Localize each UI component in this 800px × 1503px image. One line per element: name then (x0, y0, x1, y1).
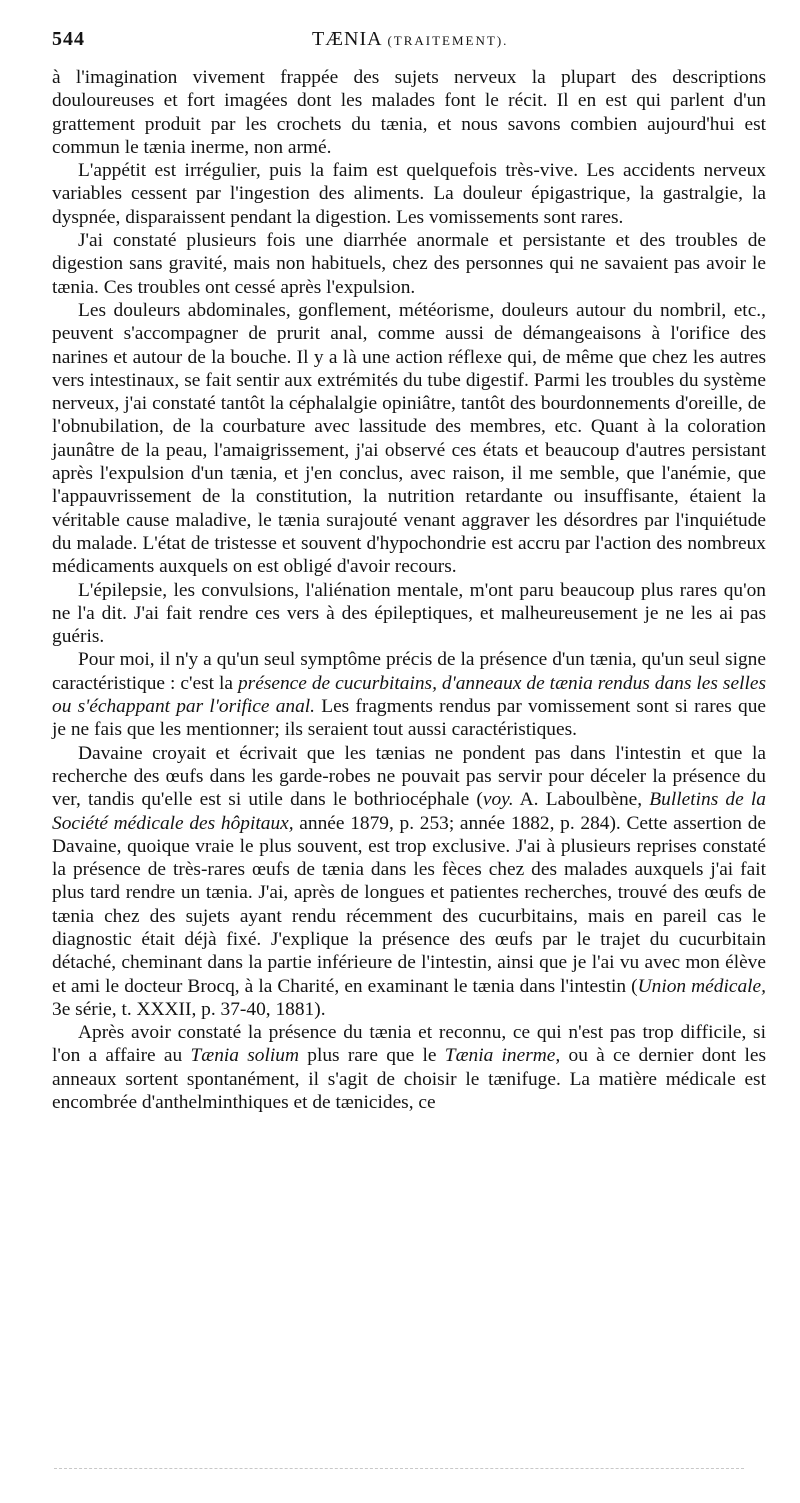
running-title-main: TÆNIA (312, 28, 382, 50)
paragraph-5 (52, 648, 766, 741)
running-header (52, 28, 767, 58)
text-run: à l'imagination vivement frappée des sujets nerveux la plupart des descriptions douloureuses et fort imagées dont les malades font le récit. Il en est qui parlent d'un grattement produit par les crochets du tænia, et nous savons combien aujourd'hui est commun le tænia inerme, non armé. (52, 67, 766, 158)
running-title-subtitle: (TRAITEMENT). (387, 33, 509, 48)
text-run: ou à ce dernier dont les anneaux sortent spontanément, il s'agit de choisir le tænifuge. La matière médicale est encombrée d'anthelminthiques et de tænicides, ce (52, 1045, 766, 1114)
text-run: J'ai constaté plusieurs fois une diarrhée anormale et persistante et des troubles de digestion sans gravité, mais non habituels, chez des personnes qui ne savaient pas avoir le tænia. Ces troubles ont cessé après l'expulsion. (52, 230, 766, 298)
text-run: plus rare que le (298, 1045, 445, 1067)
paragraph-7 (52, 1021, 766, 1114)
text-run: Pour moi, il n'y a qu'un seul symptôme précis de la présence d'un tænia, qu'un seul signe caractéristique : c'est la (52, 649, 766, 694)
paragraph-6 (52, 742, 766, 1022)
paragraph-1 (52, 159, 766, 229)
paragraph-3 (52, 299, 766, 579)
text-run: année 1879, p. 253; année 1882, p. 284). Cette assertion de Davaine, quoique vraie le plus souvent, est trop exclusive. J'ai à plusieurs reprises constaté la présence de très-rares œufs de tænia dans les fèces chez des malades auxquels j'ai fait plus tard rendre un tænia. J'ai, après de longues et patientes recherches, trouvé des œufs de tænia chez des sujets ayant rendu récemment des cucurbitains, mais en pareil cas le diagnostic était déjà fixé. J'explique la présence des œufs par le trajet du cucurbitain détaché, cheminant dans la partie inférieure de l'intestin, ainsi que je l'ai vu avec mon élève et ami le docteur Brocq, à la Charité, en examinant le tænia dans l'intestin ( (52, 812, 766, 997)
italic-text-run: Union médicale, (637, 975, 766, 997)
text-run: L'épilepsie, les convulsions, l'aliénation mentale, m'ont paru beaucoup plus rares qu'on ne l'a dit. J'ai fait rendre ces vers à des épileptiques, et malheureusement je ne les ai pas guéris. (52, 579, 766, 648)
text-run: Les douleurs abdominales, gonflement, météorisme, douleurs autour du nombril, etc., peuvent s'accompagner de prurit anal, comme aussi de démangeaisons à l'orifice des narines et autour de la bouche. Il y a là une action réflexe qui, de même que chez les autres vers intestinaux, se fait sentir aux extrémités du tube digestif. Parmi les troubles du système nerveux, j'ai constaté tantôt la céphalalgie opiniâtre, tantôt des bourdonnements d'oreille, de l'obnubilation, de la courbature avec lassitude des membres, etc. Quant à la coloration jaunâtre de la peau, l'amaigrissement, j'ai observé ces états et beaucoup d'autres persistant après l'expulsion d'un tænia, et j'en conclus, avec raison, il me semble, que l'anémie, que l'appauvrissement de la constitution, la nutrition retardante ou insuffisante, étaient la véritable cause maladive, le tænia surajouté venant aggraver les désordres par l'inquiétude du malade. L'état de tristesse et souvent d'hypochondrie est accru par l'action des nombreux médicaments auxquels on est obligé d'avoir recours. (52, 299, 766, 578)
italic-text-run: Tænia inerme, (444, 1045, 561, 1067)
text-run: Après avoir constaté la présence du tænia et reconnu, ce qui n'est pas trop difficile, si l'on a affaire au (52, 1022, 766, 1067)
bottom-edge-rule (54, 1468, 744, 1469)
italic-text-run: Bulletins de la Société médicale des hôpitaux, (52, 789, 766, 834)
italic-text-run: Tænia solium (190, 1045, 299, 1067)
paragraph-0 (52, 66, 766, 159)
text-run: Les fragments rendus par vomissement sont si rares que je ne fais que les mentionner; ils seraient tout aussi caractéristiques. (52, 696, 766, 741)
text-run: A. Laboulbène, (513, 789, 650, 811)
italic-text-run: voy. (482, 789, 514, 811)
paragraph-4 (52, 579, 766, 649)
italic-text-run: présence de cucurbitains, d'anneaux de tænia rendus dans les selles ou s'échappant par l'orifice anal. (52, 672, 766, 718)
page-number: 544 (52, 28, 85, 50)
running-title (312, 28, 508, 51)
text-run: 3e série, t. XXXII, p. 37-40, 1881). (52, 998, 326, 1020)
body-text (52, 66, 766, 1114)
text-run: Davaine croyait et écrivait que les tænias ne pondent pas dans l'intestin et que la recherche des œufs dans les garde-robes ne pouvait pas servir pour déceler la présence du ver, tandis qu'elle est si utile dans le bothriocéphale ( (52, 742, 766, 811)
text-run: L'appétit est irrégulier, puis la faim est quelquefois très-vive. Les accidents nerveux variables cessent par l'ingestion des aliments. La douleur épigastrique, la gastralgie, la dyspnée, disparaissent pendant la digestion. Les vomissements sont rares. (52, 160, 766, 228)
paragraph-2 (52, 229, 766, 299)
